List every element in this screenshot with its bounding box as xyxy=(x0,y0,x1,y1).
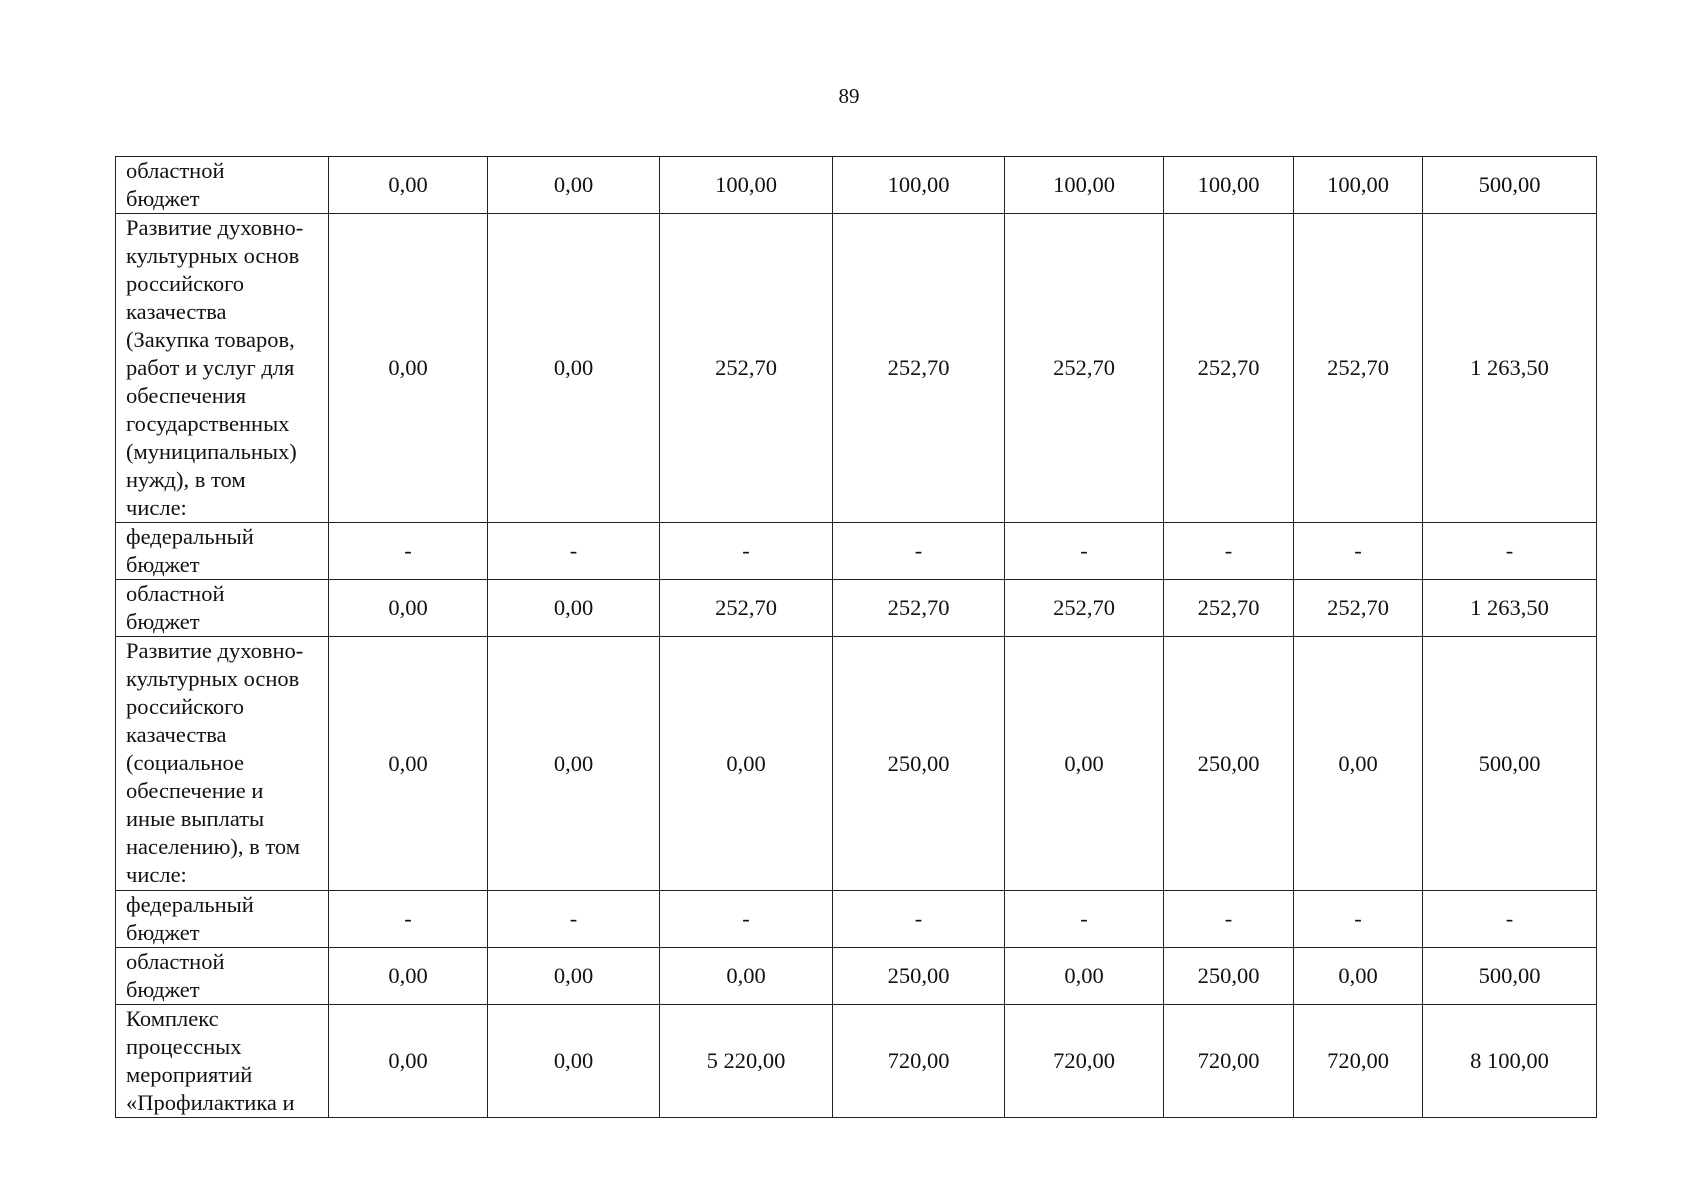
value-cell: 252,70 xyxy=(833,580,1005,637)
value-cell: - xyxy=(833,523,1005,580)
value-cell: 0,00 xyxy=(488,580,660,637)
row-label-cell xyxy=(116,948,329,1005)
value-cell: 0,00 xyxy=(660,637,833,891)
value-cell: 500,00 xyxy=(1423,157,1597,214)
row-label-cell xyxy=(116,523,329,580)
value-cell: - xyxy=(1294,891,1423,948)
row-label: областной бюджет xyxy=(126,949,225,1002)
value-cell: 500,00 xyxy=(1423,948,1597,1005)
value-cell: 0,00 xyxy=(329,637,488,891)
value-cell: 252,70 xyxy=(1164,214,1294,523)
row-label: Развитие духовно- культурных основ российского казачества (социальное обеспечение и иные выплаты населению), в том числе: xyxy=(126,638,304,887)
value-cell: 0,00 xyxy=(1005,637,1164,891)
row-label: областной бюджет xyxy=(126,581,225,634)
value-cell: 0,00 xyxy=(1294,948,1423,1005)
value-cell: 252,70 xyxy=(660,214,833,523)
value-cell: 0,00 xyxy=(660,948,833,1005)
row-label: Развитие духовно- культурных основ российского казачества (Закупка товаров, работ и услуг для обеспечения государственных (муниципальных) нужд), в том числе: xyxy=(126,215,304,520)
table-row xyxy=(116,523,1597,580)
value-cell: - xyxy=(488,523,660,580)
row-label: федеральный бюджет xyxy=(126,892,254,945)
value-cell: 250,00 xyxy=(833,637,1005,891)
value-cell: 0,00 xyxy=(1005,948,1164,1005)
table-row xyxy=(116,1005,1597,1118)
value-cell: 720,00 xyxy=(1005,1005,1164,1118)
value-cell: 0,00 xyxy=(329,157,488,214)
value-cell: - xyxy=(1164,891,1294,948)
value-cell: 1 263,50 xyxy=(1423,580,1597,637)
value-cell: 500,00 xyxy=(1423,637,1597,891)
budget-table xyxy=(115,156,1597,1118)
row-label-cell xyxy=(116,157,329,214)
value-cell: - xyxy=(1423,891,1597,948)
value-cell: 250,00 xyxy=(833,948,1005,1005)
value-cell: 0,00 xyxy=(1294,637,1423,891)
value-cell: 252,70 xyxy=(1005,580,1164,637)
table-row xyxy=(116,637,1597,891)
value-cell: - xyxy=(1294,523,1423,580)
value-cell: - xyxy=(1005,523,1164,580)
value-cell: - xyxy=(1423,523,1597,580)
value-cell: 252,70 xyxy=(1005,214,1164,523)
value-cell: 8 100,00 xyxy=(1423,1005,1597,1118)
value-cell: - xyxy=(660,891,833,948)
table-row xyxy=(116,214,1597,523)
value-cell: - xyxy=(329,523,488,580)
value-cell: 100,00 xyxy=(1294,157,1423,214)
value-cell: 0,00 xyxy=(488,948,660,1005)
table-row xyxy=(116,891,1597,948)
row-label: областной бюджет xyxy=(126,158,225,211)
value-cell: 0,00 xyxy=(329,580,488,637)
value-cell: 1 263,50 xyxy=(1423,214,1597,523)
row-label-cell xyxy=(116,1005,329,1118)
value-cell: 100,00 xyxy=(660,157,833,214)
value-cell: 100,00 xyxy=(1005,157,1164,214)
table-row xyxy=(116,580,1597,637)
value-cell: 0,00 xyxy=(329,1005,488,1118)
table-row xyxy=(116,157,1597,214)
value-cell: 0,00 xyxy=(488,1005,660,1118)
value-cell: 100,00 xyxy=(1164,157,1294,214)
value-cell: 5 220,00 xyxy=(660,1005,833,1118)
page-number: 89 xyxy=(838,84,860,108)
value-cell: 0,00 xyxy=(488,157,660,214)
value-cell: - xyxy=(833,891,1005,948)
value-cell: - xyxy=(1164,523,1294,580)
row-label-cell xyxy=(116,891,329,948)
value-cell: - xyxy=(329,891,488,948)
value-cell: - xyxy=(660,523,833,580)
value-cell: 252,70 xyxy=(1294,580,1423,637)
value-cell: 720,00 xyxy=(833,1005,1005,1118)
value-cell: 250,00 xyxy=(1164,637,1294,891)
value-cell: 720,00 xyxy=(1164,1005,1294,1118)
row-label-cell xyxy=(116,214,329,523)
value-cell: 0,00 xyxy=(488,214,660,523)
value-cell: 252,70 xyxy=(660,580,833,637)
row-label-cell xyxy=(116,580,329,637)
row-label: Комплекс процессных мероприятий «Профилактика и xyxy=(126,1006,295,1115)
value-cell: 0,00 xyxy=(488,637,660,891)
value-cell: 720,00 xyxy=(1294,1005,1423,1118)
value-cell: 100,00 xyxy=(833,157,1005,214)
table-row xyxy=(116,948,1597,1005)
value-cell: 252,70 xyxy=(1294,214,1423,523)
value-cell: 252,70 xyxy=(833,214,1005,523)
row-label-cell xyxy=(116,637,329,891)
value-cell: - xyxy=(1005,891,1164,948)
value-cell: 252,70 xyxy=(1164,580,1294,637)
row-label: федеральный бюджет xyxy=(126,524,254,577)
table-body xyxy=(116,157,1597,1118)
value-cell: 0,00 xyxy=(329,214,488,523)
value-cell: 0,00 xyxy=(329,948,488,1005)
value-cell: 250,00 xyxy=(1164,948,1294,1005)
value-cell: - xyxy=(488,891,660,948)
